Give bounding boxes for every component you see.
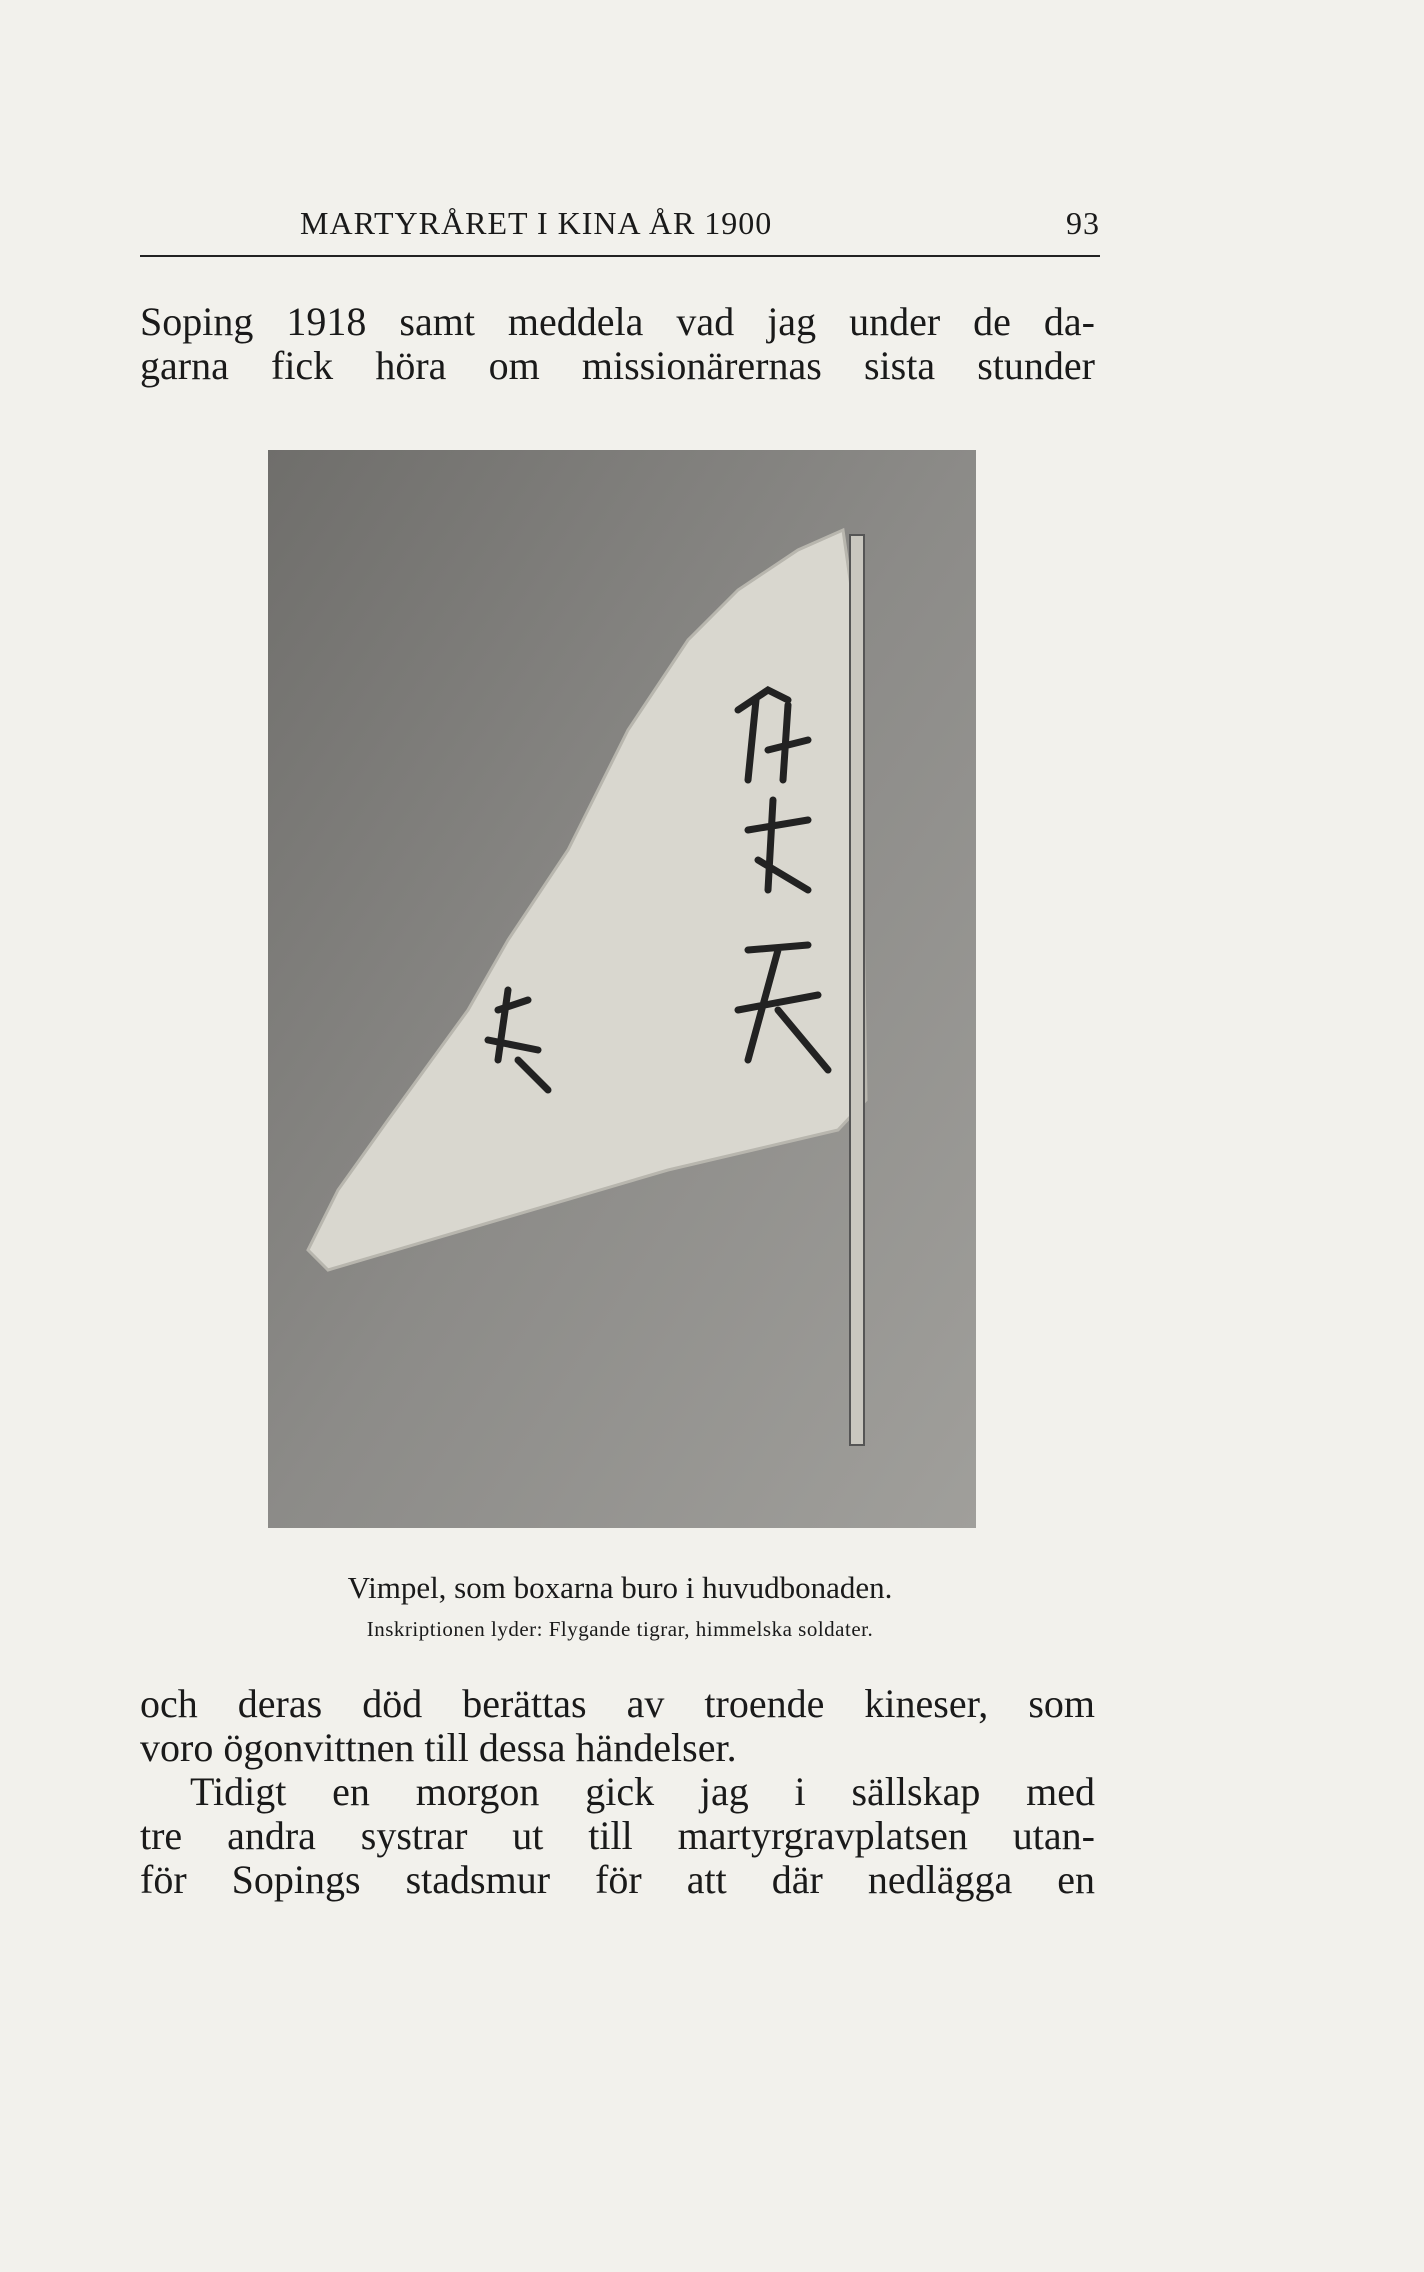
text-line: tre andra systrar ut till martyrgravplatsen utan-: [140, 1813, 1095, 1858]
text-line: voro ögonvittnen till dessa händelser.: [140, 1725, 737, 1770]
bottom-paragraph: [140, 1682, 1095, 1902]
figure-subcaption: [140, 1617, 1100, 1642]
page-number: 93: [1066, 205, 1100, 241]
pennant-photo-drawing: [268, 450, 976, 1528]
subcaption-label: Inskriptionen lyder:: [366, 1617, 543, 1641]
subcaption-text: Flygande tigrar, himmelska soldater.: [548, 1617, 874, 1641]
text-line: garna fick höra om missionärernas sista stunder: [140, 343, 1095, 388]
figure-caption: Vimpel, som boxarna buro i huvudbonaden.: [347, 1570, 893, 1605]
top-paragraph: [140, 300, 1095, 388]
text-line: för Sopings stadsmur för att där nedlägga en: [140, 1857, 1095, 1902]
text-line: Soping 1918 samt meddela vad jag under de da-: [140, 299, 1095, 344]
pennant-pole: [850, 535, 864, 1445]
header-rule: [140, 255, 1100, 257]
pennant-photograph: [268, 450, 976, 1528]
text-line: Tidigt en morgon gick jag i sällskap med: [190, 1769, 1095, 1814]
text-line: och deras död berättas av troende kineser, som: [140, 1681, 1095, 1726]
running-title: MARTYRÅRET I KINA ÅR 1900: [300, 205, 773, 241]
